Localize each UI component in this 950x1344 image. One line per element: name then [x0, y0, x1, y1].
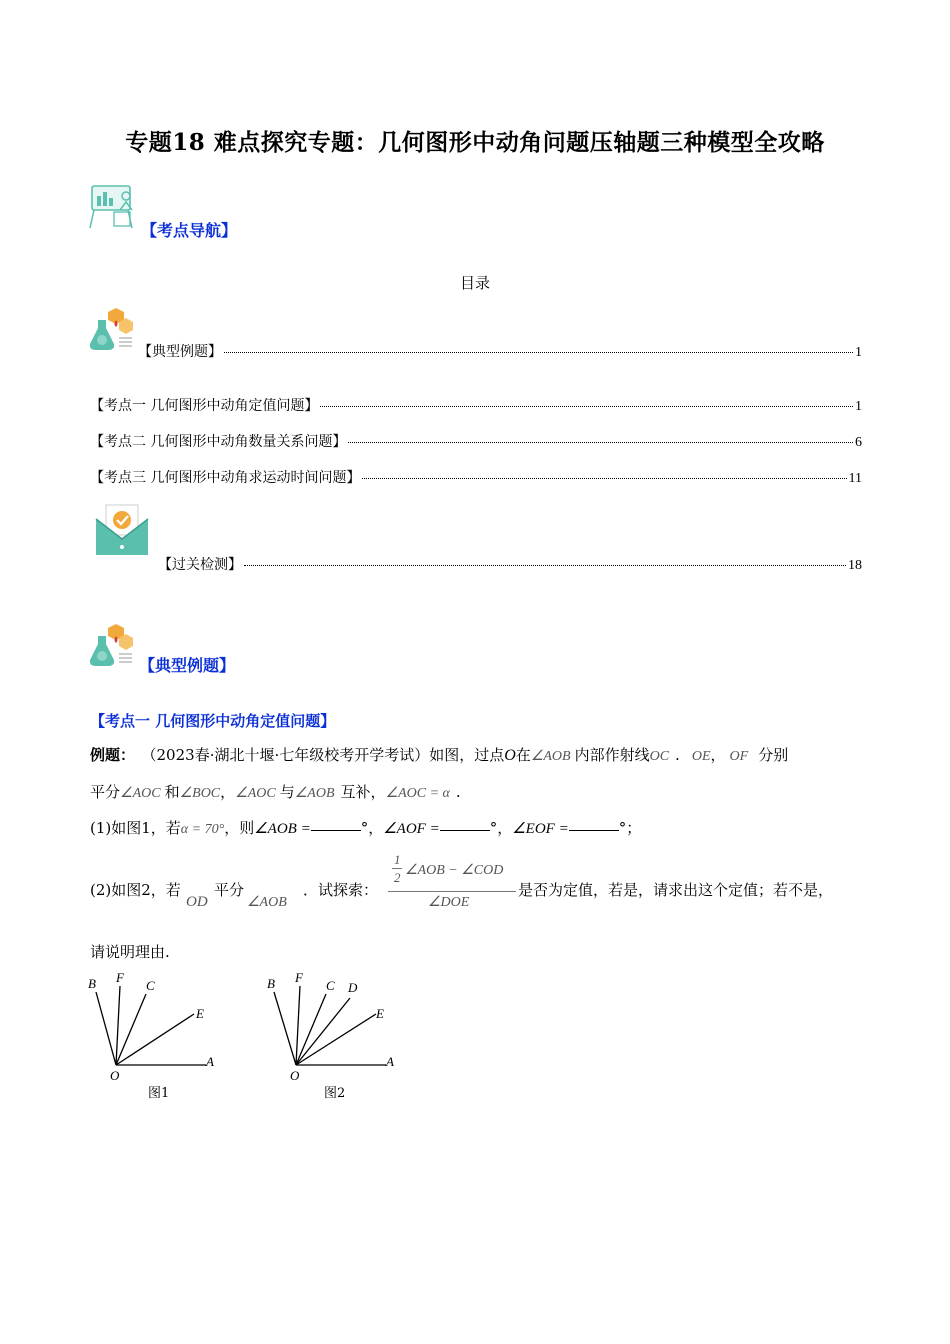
fig2-label-b: B — [267, 976, 275, 991]
toc-label: 【考点二 几何图形中动角数量关系问题】 — [90, 434, 347, 450]
answer-blank-eof[interactable] — [569, 830, 619, 831]
example-label: 例题： — [90, 746, 136, 764]
fig1-label-o: O — [110, 1068, 120, 1083]
toc-leader — [362, 478, 846, 479]
toc-label: 【考点一 几何图形中动角定值问题】 — [90, 398, 319, 414]
fig2-label-e: E — [376, 1006, 384, 1021]
toc-item[interactable] — [90, 467, 862, 487]
example-line-1: 例题： （2023春·湖北十堰·七年级校考开学考试）如图，过点O在∠AOB 内部作射线OC . OE， OF 分别 — [90, 746, 789, 764]
toc-item[interactable] — [90, 431, 862, 451]
toc-label: 【过关检测】 — [158, 557, 242, 573]
examples-heading: 【典型例题】 — [139, 656, 236, 675]
flask-hexagon-icon — [88, 306, 136, 354]
fig1-label-a: A — [206, 1054, 214, 1069]
toc-page: 11 — [848, 471, 862, 486]
fig1-label-b: B — [88, 976, 96, 991]
envelope-check-icon — [94, 503, 150, 557]
toc-page: 18 — [848, 558, 862, 573]
fig1-caption: 图1 — [148, 1086, 170, 1101]
toc-item[interactable] — [138, 341, 862, 361]
toc-page: 1 — [855, 399, 862, 414]
question-1: (1)如图1，若α = 70°，则∠AOB = °，∠AOF = °，∠EOF = °； — [90, 819, 642, 837]
toc-leader — [348, 442, 853, 443]
question-2-start: (2)如图2，若 — [90, 881, 181, 899]
fig2-label-d: D — [348, 980, 358, 995]
flask-hexagon-icon — [88, 622, 136, 670]
example-line-2: 平分∠AOC 和∠BOC，∠AOC 与∠AOB 互补，∠AOC = α . — [90, 783, 461, 801]
toc-page: 6 — [855, 435, 862, 450]
figure-2 — [262, 970, 412, 1102]
fraction-expression: 1 2 ∠AOB − ∠COD ∠DOE — [388, 852, 516, 916]
toc-leader — [320, 406, 853, 407]
question-2-end: 请说明理由. — [90, 943, 170, 961]
fig2-label-o: O — [290, 1068, 300, 1083]
math-od: OD — [186, 894, 208, 910]
toc-leader — [224, 352, 853, 353]
nav-heading: 【考点导航】 — [141, 221, 238, 240]
question-2-rest: 是否为定值，若是，请求出这个定值；若不是， — [518, 881, 834, 899]
fig2-caption: 图2 — [324, 1086, 346, 1101]
fig2-label-a: A — [386, 1054, 394, 1069]
fig1-label-e: E — [196, 1006, 204, 1021]
page-title: 专题18 难点探究专题：几何图形中动角问题压轴题三种模型全攻略 — [125, 129, 825, 156]
math-aob: ∠AOB — [247, 895, 287, 910]
presentation-board-icon — [88, 180, 140, 232]
fig2-label-f: F — [295, 970, 303, 985]
toc-item[interactable] — [158, 554, 862, 574]
fig2-label-c: C — [326, 978, 335, 993]
answer-blank-aob[interactable] — [311, 830, 361, 831]
fig1-label-c: C — [146, 978, 155, 993]
answer-blank-aof[interactable] — [440, 830, 490, 831]
text-explore: ．试探索： — [303, 881, 379, 899]
figure-1 — [84, 970, 224, 1102]
topic-heading: 【考点一 几何图形中动角定值问题】 — [90, 712, 336, 730]
toc-item[interactable] — [90, 395, 862, 415]
toc-label: 【考点三 几何图形中动角求运动时间问题】 — [90, 470, 361, 486]
toc-page: 1 — [855, 345, 862, 360]
text-pingfen: 平分 — [214, 881, 245, 899]
toc-caption: 目录 — [459, 274, 490, 292]
toc-leader — [244, 565, 846, 566]
toc-label: 【典型例题】 — [138, 344, 222, 360]
fig1-label-f: F — [116, 970, 124, 985]
